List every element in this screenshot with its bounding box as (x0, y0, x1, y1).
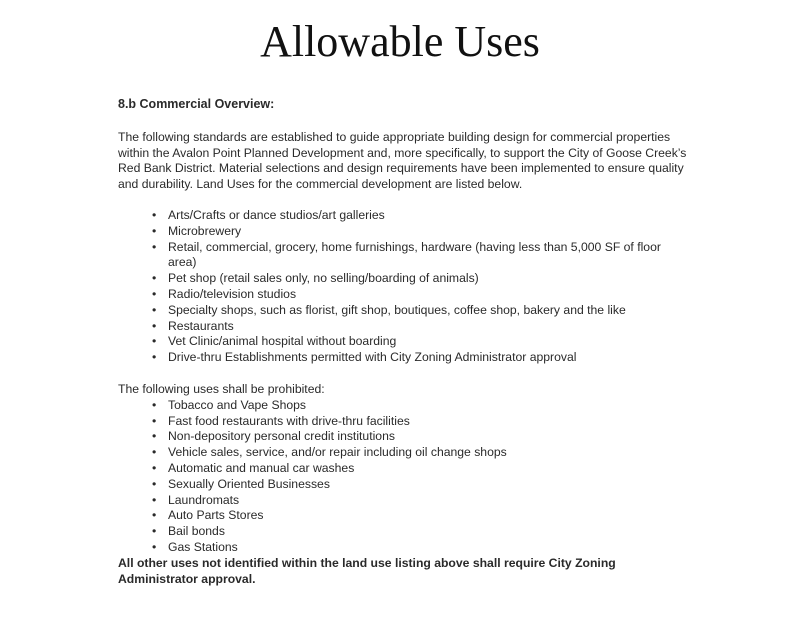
bullet-icon: • (152, 318, 157, 333)
bullet-icon: • (152, 413, 157, 428)
prohibited-intro: The following uses shall be prohibited: (118, 381, 325, 396)
list-item: • Auto Parts Stores (152, 508, 264, 523)
closing-note: All other uses not identified within the land use listing above shall require City Zoning Administrator approval. (118, 555, 616, 586)
bullet-icon: • (152, 445, 157, 460)
bullet-icon: • (152, 508, 157, 523)
bullet-icon: • (152, 350, 157, 365)
list-item: • Fast food restaurants with drive-thru facilities (152, 413, 410, 428)
intro-paragraph: The following standards are established to guide appropriate building design for commercial properties within the Avalon Point Planned Development and, more specifically, to support the City of Goose Creek’s Red Bank District. Material selections and design requirements have been implemented to ensure quality and durability. Land Uses for the commercial development are listed below. (118, 129, 687, 192)
list-item: • Retail, commercial, grocery, home furnishings, hardware (having less than 5,000 SF of floor area) (152, 239, 661, 270)
list-item: • Restaurants (152, 318, 234, 333)
bullet-icon: • (152, 476, 157, 491)
bullet-icon: • (152, 460, 157, 475)
bullet-icon: • (152, 271, 157, 286)
list-item: • Radio/television studios (152, 286, 297, 301)
bullet-icon: • (152, 223, 157, 238)
list-item: • Laundromats (152, 492, 240, 507)
list-item: • Vet Clinic/animal hospital without boarding (152, 334, 397, 349)
list-item: • Gas Stations (152, 539, 238, 554)
list-item: • Specialty shops, such as florist, gift shop, boutiques, coffee shop, bakery and the like (152, 302, 626, 317)
bullet-icon: • (152, 429, 157, 444)
list-item: • Bail bonds (152, 524, 225, 539)
bullet-icon: • (152, 302, 157, 317)
list-item: • Vehicle sales, service, and/or repair including oil change shops (152, 445, 507, 460)
list-item: • Automatic and manual car washes (152, 460, 355, 475)
bullet-icon: • (152, 334, 157, 349)
bullet-icon: • (152, 239, 157, 254)
list-item: • Microbrewery (152, 223, 242, 238)
list-item: • Arts/Crafts or dance studios/art galleries (152, 207, 385, 222)
section-heading: 8.b Commercial Overview: (118, 97, 275, 111)
bullet-icon: • (152, 492, 157, 507)
prohibited-uses-list (118, 398, 688, 556)
list-item: • Non-depository personal credit institutions (152, 429, 395, 444)
list-item: • Pet shop (retail sales only, no selling/boarding of animals) (152, 271, 479, 286)
bullet-icon: • (152, 397, 157, 412)
allowed-uses-list (118, 208, 688, 366)
list-item: • Tobacco and Vape Shops (152, 397, 306, 412)
bullet-icon: • (152, 207, 157, 222)
document-body (118, 97, 688, 587)
bullet-icon: • (152, 286, 157, 301)
list-item: • Sexually Oriented Businesses (152, 476, 330, 491)
bullet-icon: • (152, 539, 157, 554)
slide-title: Allowable Uses (260, 17, 540, 66)
list-item: • Drive-thru Establishments permitted with City Zoning Administrator approval (152, 350, 577, 365)
bullet-icon: • (152, 524, 157, 539)
